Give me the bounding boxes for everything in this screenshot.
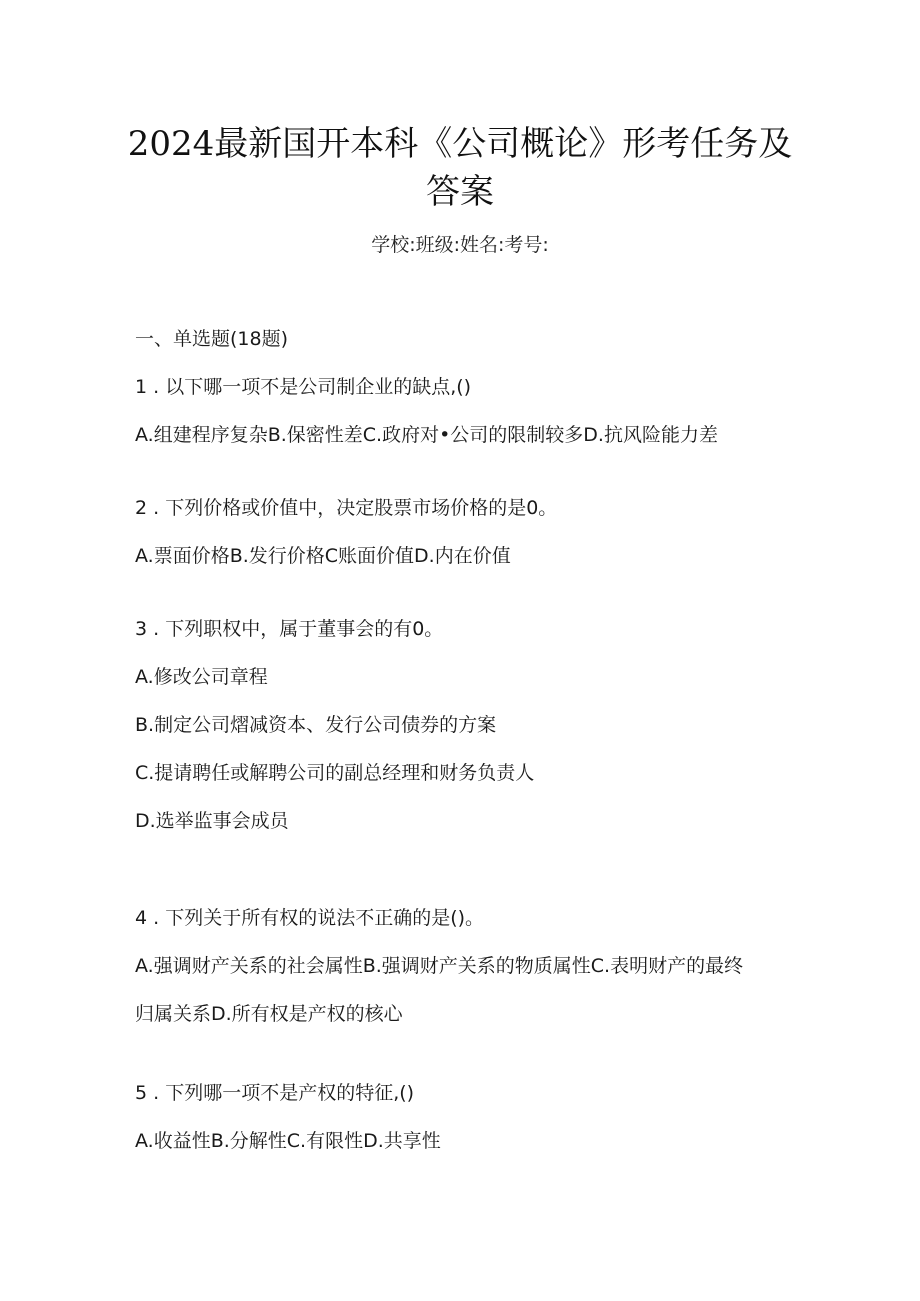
question-2-options: A.票面价格B.发行价格C账面价值D.内在价值 — [135, 545, 511, 567]
question-1-options: A.组建程序复杂B.保密性差C.政府对•公司的限制较多D.抗风险能力差 — [135, 424, 718, 446]
student-info-line: 学校:班级:姓名:考号: — [371, 234, 549, 256]
question-3-option-d: D.选举监事会成员 — [135, 810, 289, 832]
question-5-options: A.收益性B.分解性C.有限性D.共享性 — [135, 1130, 441, 1152]
question-3-stem: 3 . 下列职权中，属于董事会的有0。 — [135, 618, 444, 640]
question-5-stem: 5 . 下列哪一项不是产权的特征,() — [135, 1082, 415, 1104]
question-4-options-line-1: A.强调财产关系的社会属性B.强调财产关系的物质属性C.表明财产的最终 — [135, 955, 744, 977]
question-1-stem: 1 . 以下哪一项不是公司制企业的缺点,() — [135, 376, 472, 398]
question-3-option-b: B.制定公司熠减资本、发行公司债券的方案 — [135, 714, 497, 736]
question-2-stem: 2 . 下列价格或价值中，决定股票市场价格的是0。 — [135, 497, 558, 519]
document-title-line-2: 答案 — [426, 172, 494, 212]
question-4-stem: 4 . 下列关于所有权的说法不正确的是()。 — [135, 907, 485, 929]
question-4-options-line-2: 归属关系D.所有权是产权的核心 — [135, 1003, 403, 1025]
question-3-option-a: A.修改公司章程 — [135, 666, 268, 688]
document-title-line-1: 2024最新国开本科《公司概论》形考任务及 — [127, 124, 793, 164]
section-heading: 一、单选题(18题) — [135, 328, 289, 350]
question-3-option-c: C.提请聘任或解聘公司的副总经理和财务负责人 — [135, 762, 535, 784]
